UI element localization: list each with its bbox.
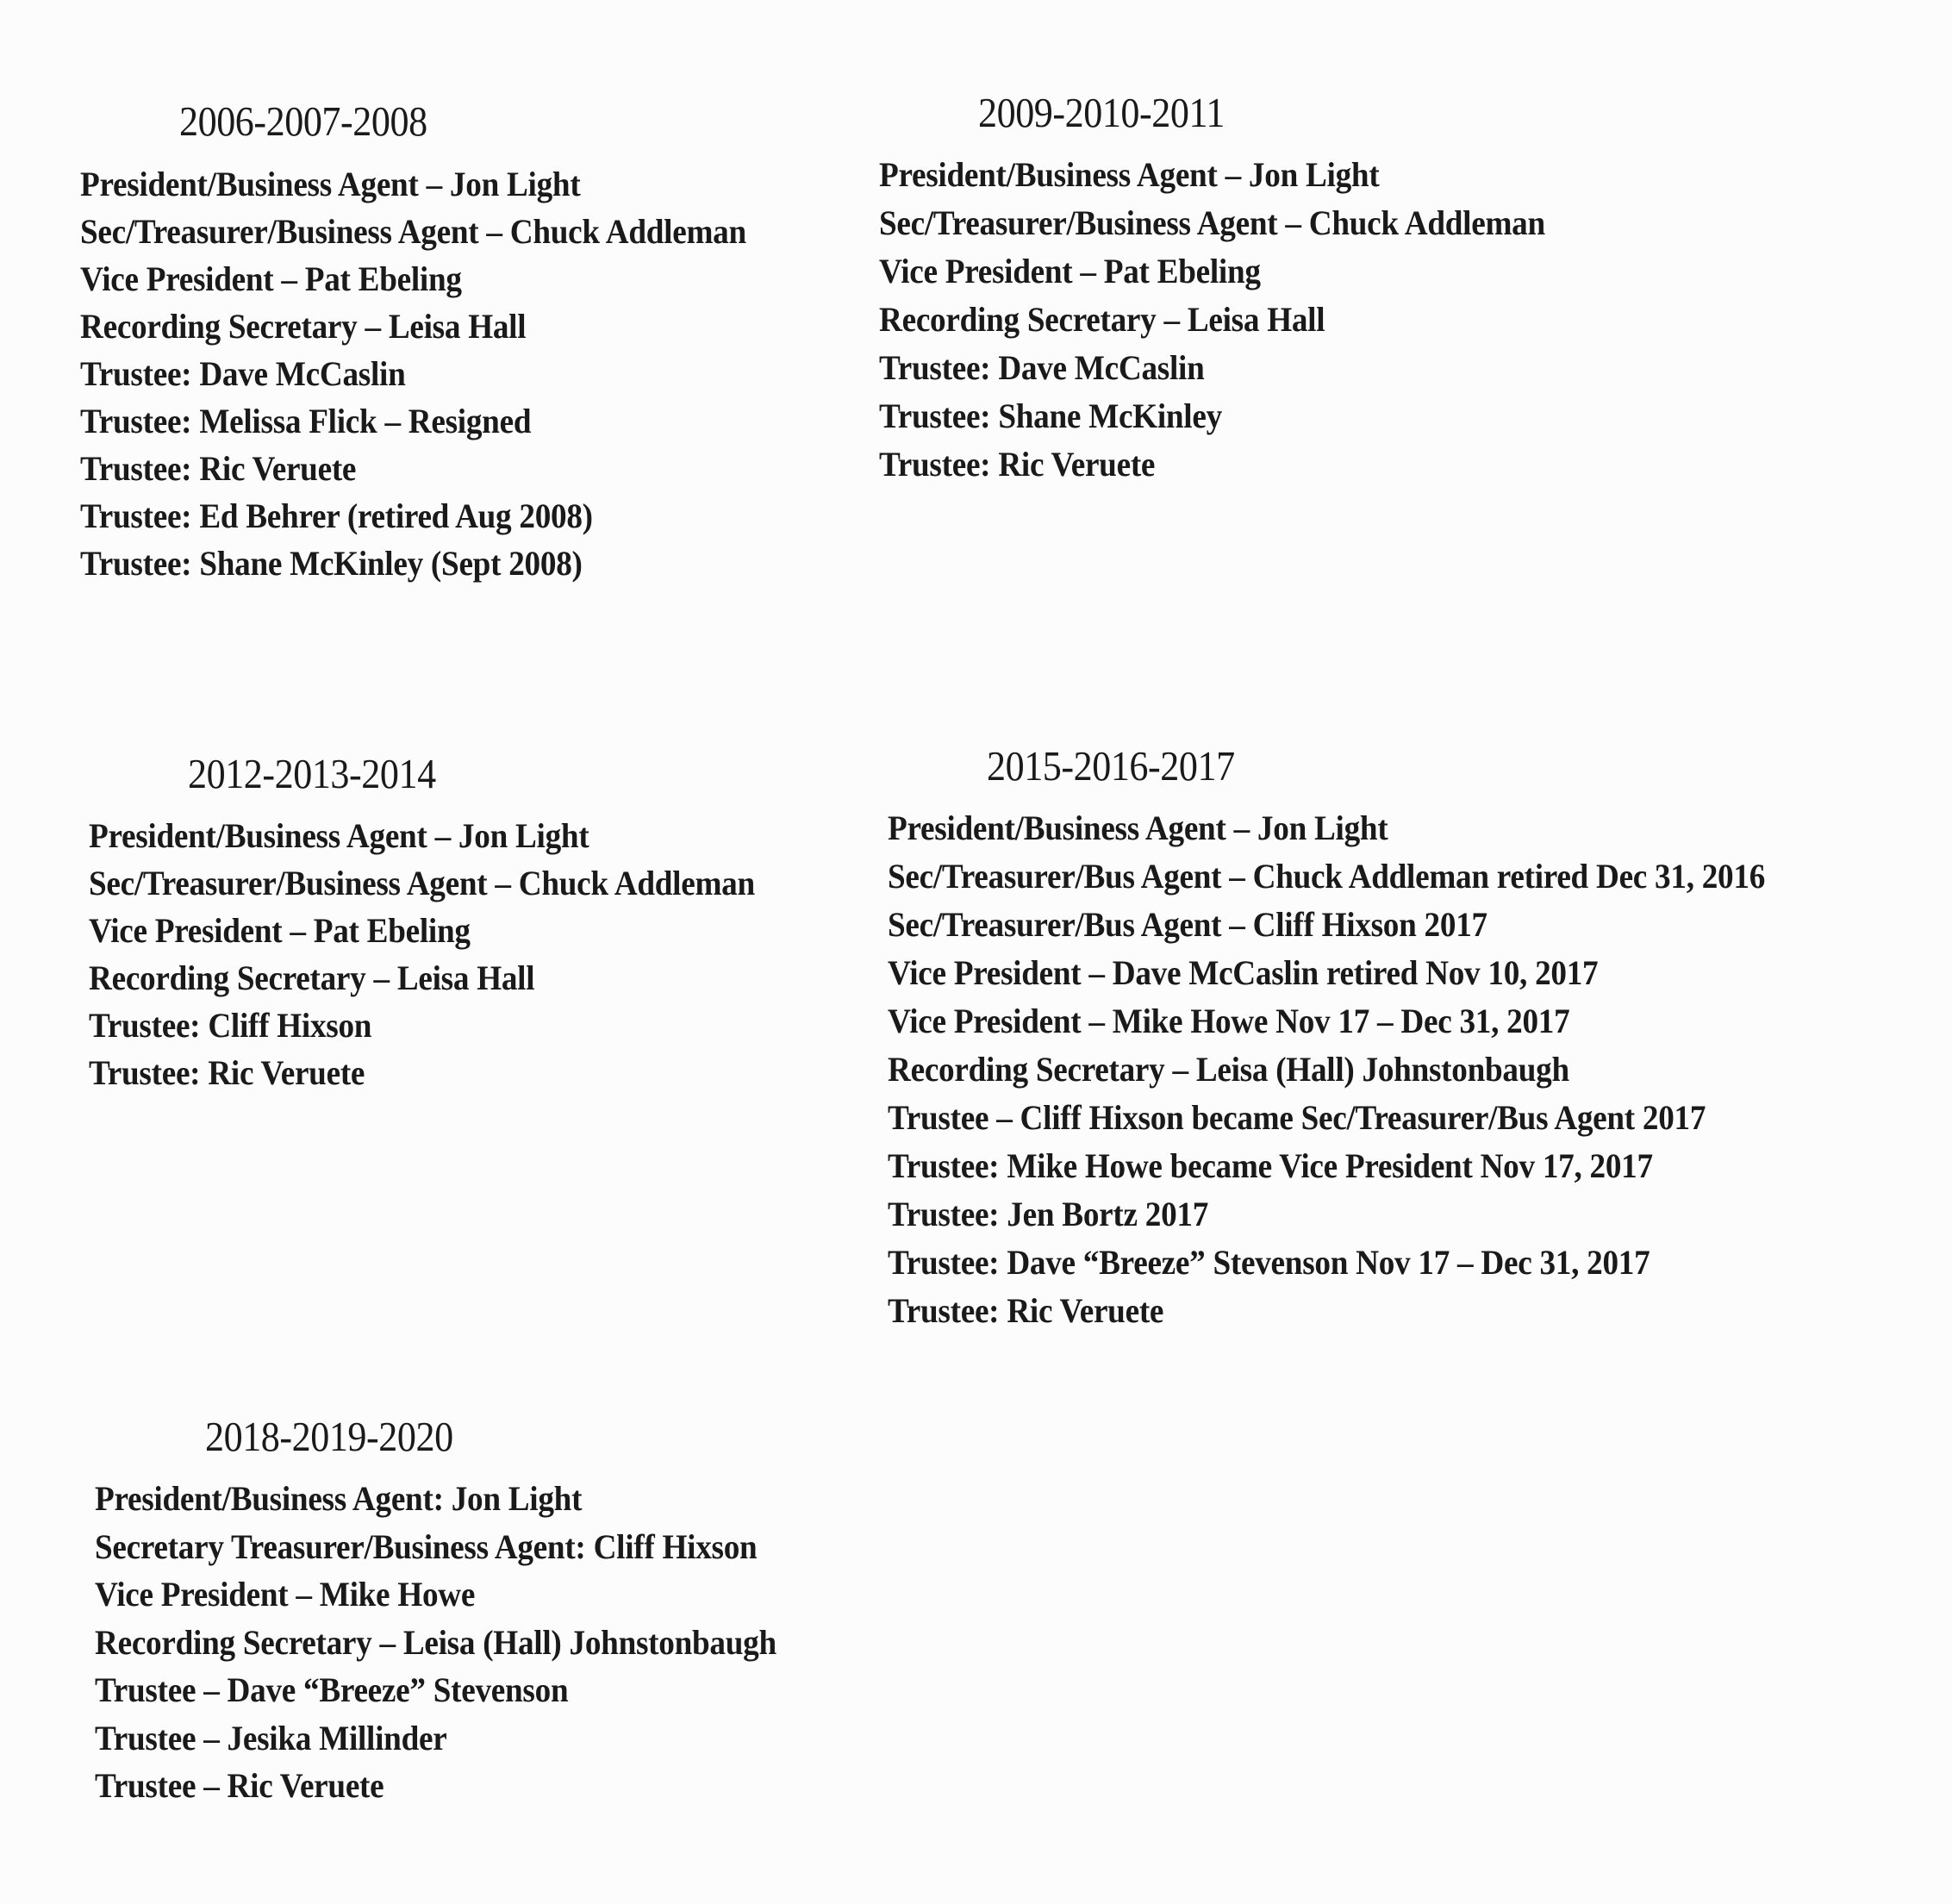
officer-line: Trustee: Cliff Hixson: [89, 1006, 372, 1045]
officer-line: President/Business Agent: Jon Light: [95, 1479, 583, 1518]
officer-line: Vice President – Pat Ebeling: [89, 911, 471, 950]
officer-list: [80, 167, 796, 594]
officer-line: Trustee – Ric Veruete: [95, 1766, 384, 1805]
officer-line: Vice President – Mike Howe: [95, 1575, 476, 1614]
term-heading: 2006-2007-2008: [179, 97, 427, 145]
officer-line: Trustee: Ric Veruete: [888, 1291, 1164, 1330]
officer-line: President/Business Agent – Jon Light: [879, 155, 1380, 194]
officer-line: Vice President – Mike Howe Nov 17 – Dec 31, 2017: [888, 1002, 1570, 1040]
term-heading: 2018-2019-2020: [205, 1413, 453, 1460]
officer-line: Secretary Treasurer/Business Agent: Cliff Hixson: [95, 1526, 758, 1566]
officer-line: Sec/Treasurer/Business Agent – Chuck Addleman: [89, 864, 755, 902]
officer-line: Trustee – Cliff Hixson became Sec/Treasurer/Bus Agent 2017: [888, 1098, 1706, 1137]
officer-line: Vice President – Pat Ebeling: [80, 259, 462, 298]
officer-line: Trustee: Shane McKinley (Sept 2008): [80, 544, 583, 583]
officer-line: Trustee: Ric Veruete: [879, 445, 1156, 484]
officer-line: Vice President – Dave McCaslin retired Nov 10, 2017: [888, 953, 1599, 992]
officer-line: Trustee: Ric Veruete: [89, 1053, 365, 1092]
officer-line: President/Business Agent – Jon Light: [888, 808, 1388, 847]
officer-line: Sec/Treasurer/Bus Agent – Chuck Addleman retired Dec 31, 2016: [888, 857, 1766, 896]
officer-line: Sec/Treasurer/Bus Agent – Cliff Hixson 2017: [888, 905, 1487, 944]
officer-line: Trustee: Dave McCaslin: [80, 354, 406, 393]
officer-line: Trustee – Jesika Millinder: [95, 1718, 447, 1757]
term-block-2009-2011: [879, 91, 1595, 496]
officer-line: Trustee: Jen Bortz 2017: [888, 1195, 1209, 1233]
term-block-2015-2017: [888, 742, 1831, 1342]
officer-line: Trustee: Dave McCaslin: [879, 348, 1205, 387]
officer-line: Trustee: Mike Howe became Vice President Nov 17, 2017: [888, 1146, 1653, 1185]
officer-line: Recording Secretary – Leisa Hall: [879, 300, 1325, 339]
officer-line: Sec/Treasurer/Business Agent – Chuck Addleman: [80, 212, 746, 251]
officer-line: Trustee: Melissa Flick – Resigned: [80, 402, 532, 440]
officer-line: Trustee: Ric Veruete: [80, 449, 357, 488]
term-block-2006-2008: [80, 97, 796, 594]
officer-line: Recording Secretary – Leisa Hall: [80, 307, 527, 346]
officer-line: Vice President – Pat Ebeling: [879, 252, 1261, 290]
term-heading: 2015-2016-2017: [987, 742, 1235, 790]
officer-line: President/Business Agent – Jon Light: [89, 816, 589, 855]
officer-line: Trustee: Ed Behrer (retired Aug 2008): [80, 496, 593, 535]
officer-line: Recording Secretary – Leisa Hall: [89, 958, 535, 997]
officer-list: [95, 1479, 827, 1817]
officer-line: Trustee: Shane McKinley: [879, 396, 1222, 435]
officer-line: Trustee – Dave “Breeze” Stevenson: [95, 1670, 569, 1709]
term-block-2018-2020: [95, 1415, 827, 1817]
officer-line: Trustee: Dave “Breeze” Stevenson Nov 17 – Dec 31, 2017: [888, 1243, 1650, 1282]
officer-line: Recording Secretary – Leisa (Hall) Johnstonbaugh: [95, 1622, 776, 1662]
officer-line: Recording Secretary – Leisa (Hall) Johnstonbaugh: [888, 1050, 1569, 1089]
term-heading: 2009-2010-2011: [978, 89, 1225, 136]
officer-list: [879, 155, 1595, 496]
officer-list: [888, 808, 1831, 1342]
term-block-2012-2014: [89, 752, 805, 1103]
term-heading: 2012-2013-2014: [188, 750, 436, 797]
officer-line: Sec/Treasurer/Business Agent – Chuck Addleman: [879, 203, 1545, 242]
officer-line: President/Business Agent – Jon Light: [80, 165, 581, 203]
officer-list: [89, 816, 805, 1103]
